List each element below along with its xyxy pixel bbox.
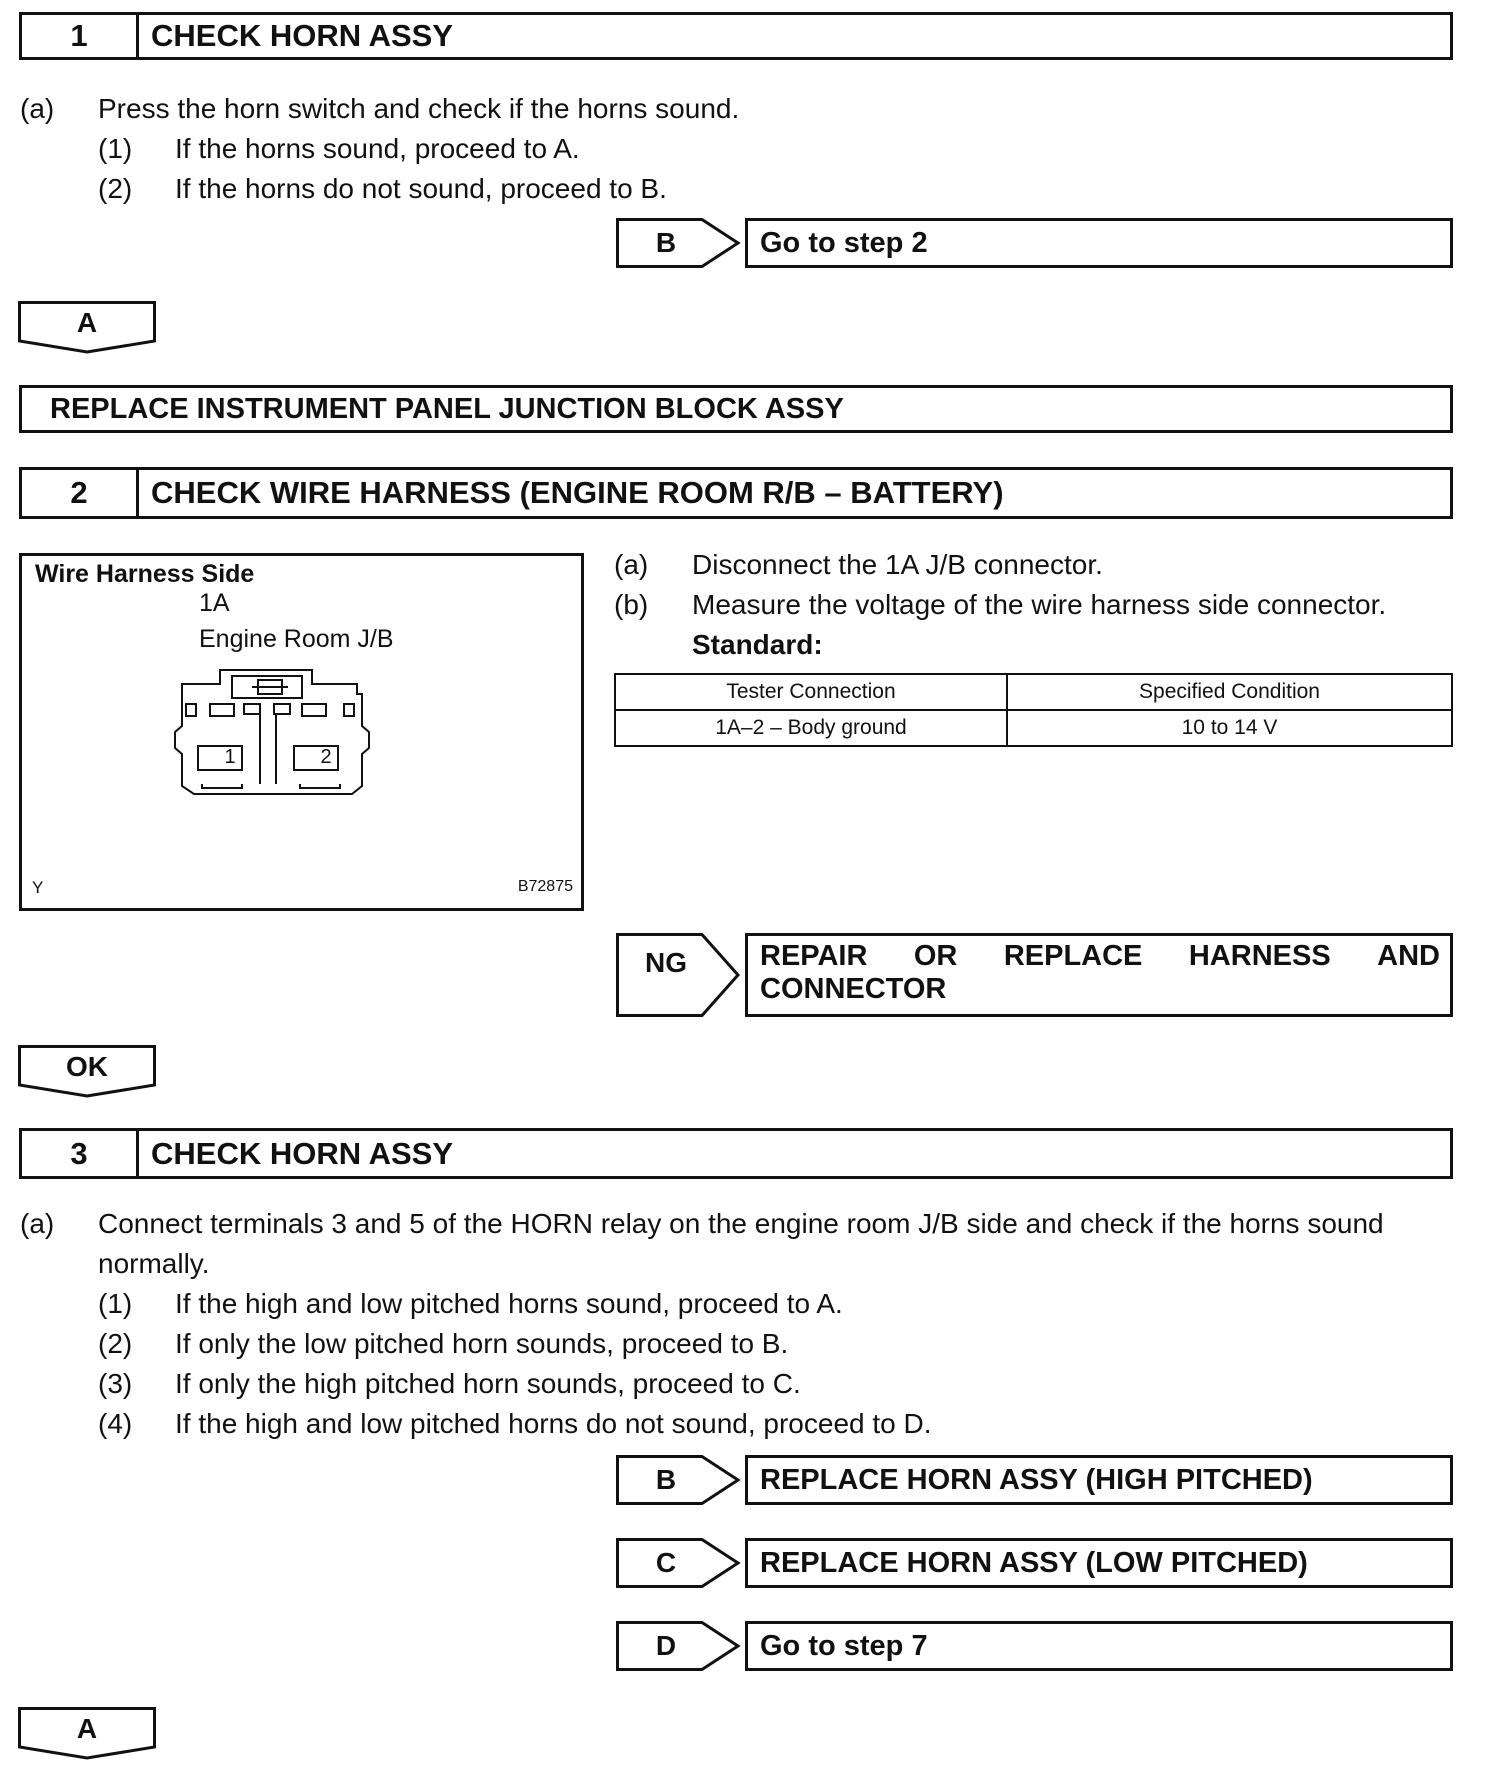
branch-action-box: Go to step 7 bbox=[745, 1621, 1453, 1671]
diagram-title: Wire Harness Side bbox=[35, 560, 255, 588]
branch-label: C bbox=[655, 1547, 677, 1578]
instruction-text: Press the horn switch and check if the horns sound. bbox=[98, 93, 740, 124]
ng-action-line1 bbox=[760, 940, 1450, 973]
step-number: 3 bbox=[22, 1131, 139, 1176]
branch-arrow-b bbox=[616, 218, 742, 268]
spec-table bbox=[614, 673, 1453, 747]
sub-item-label: (3) bbox=[98, 1368, 133, 1399]
branch-label: B bbox=[655, 227, 677, 258]
table-header: Tester Connection bbox=[615, 674, 1007, 710]
step-2-header bbox=[19, 467, 1453, 519]
step-number: 1 bbox=[22, 15, 139, 57]
result-label: A bbox=[76, 307, 98, 338]
branch-action-box: REPLACE HORN ASSY (LOW PITCHED) bbox=[745, 1538, 1453, 1588]
branch-label: B bbox=[655, 1464, 677, 1495]
branch-arrow-b bbox=[616, 1455, 742, 1505]
instruction-text: Disconnect the 1A J/B connector. bbox=[692, 549, 1103, 580]
table-row bbox=[615, 710, 1452, 746]
sub-item-text: If the horns do not sound, proceed to B. bbox=[175, 173, 667, 204]
step-number: 2 bbox=[22, 470, 139, 516]
sub-item-text: If the high and low pitched horns do not sound, proceed to D. bbox=[175, 1408, 932, 1439]
branch-label: NG bbox=[645, 947, 687, 978]
branch-action-box: REPLACE HORN ASSY (HIGH PITCHED) bbox=[745, 1455, 1453, 1505]
item-label: (a) bbox=[614, 549, 649, 580]
item-label: (b) bbox=[614, 589, 649, 620]
sub-item-text: If only the low pitched horn sounds, proceed to B. bbox=[175, 1328, 789, 1359]
instruction-text: normally. bbox=[98, 1248, 210, 1279]
step-title: CHECK HORN ASSY bbox=[151, 18, 453, 53]
result-ok-arrow bbox=[18, 1045, 156, 1099]
pin-2-label: 2 bbox=[320, 746, 332, 768]
result-a-arrow bbox=[18, 1707, 156, 1761]
item-label: (a) bbox=[20, 1208, 55, 1239]
ng-action-box bbox=[745, 933, 1453, 1017]
branch-arrow-d bbox=[616, 1621, 742, 1671]
instruction-text: Connect terminals 3 and 5 of the HORN relay on the engine room J/B side and check if the horns sound bbox=[98, 1208, 1384, 1239]
connector-diagram bbox=[19, 553, 584, 911]
ng-word: AND bbox=[1377, 940, 1440, 972]
sub-item-label: (1) bbox=[98, 133, 133, 164]
result-a-arrow bbox=[18, 301, 156, 355]
result-label: A bbox=[76, 1713, 98, 1744]
connector-drawing bbox=[172, 666, 402, 806]
sub-item-label: (1) bbox=[98, 1288, 133, 1319]
sub-item-text: If the horns sound, proceed to A. bbox=[175, 133, 580, 164]
ng-word: REPLACE bbox=[1003, 940, 1143, 972]
step-title: CHECK WIRE HARNESS (ENGINE ROOM R/B – BATTERY) bbox=[151, 475, 1004, 510]
table-header: Specified Condition bbox=[1007, 674, 1452, 710]
sub-item-text: If only the high pitched horn sounds, proceed to C. bbox=[175, 1368, 801, 1399]
connector-name: Engine Room J/B bbox=[199, 625, 394, 653]
standard-label: Standard: bbox=[692, 629, 823, 660]
result-label: OK bbox=[66, 1051, 108, 1082]
table-header-row bbox=[615, 674, 1452, 710]
pin-1-label: 1 bbox=[224, 746, 236, 768]
step-1-header bbox=[19, 12, 1453, 60]
branch-arrow-c bbox=[616, 1538, 742, 1588]
figure-id: B72875 bbox=[517, 878, 573, 895]
sub-item-label: (2) bbox=[98, 1328, 133, 1359]
sub-item-label: (2) bbox=[98, 173, 133, 204]
step-3-header bbox=[19, 1128, 1453, 1179]
ng-word: HARNESS bbox=[1188, 940, 1331, 972]
ng-word: OR bbox=[913, 940, 958, 972]
ng-word: REPAIR bbox=[760, 940, 868, 972]
diagram-corner-left: Y bbox=[32, 878, 44, 897]
ng-action-line2: CONNECTOR bbox=[760, 973, 947, 1005]
table-cell: 10 to 14 V bbox=[1007, 710, 1452, 746]
branch-action-box: Go to step 2 bbox=[745, 218, 1453, 268]
connector-id: 1A bbox=[199, 589, 230, 617]
sub-item-text: If the high and low pitched horns sound, proceed to A. bbox=[175, 1288, 843, 1319]
replace-jb-box: REPLACE INSTRUMENT PANEL JUNCTION BLOCK ASSY bbox=[19, 385, 1453, 433]
branch-label: D bbox=[655, 1630, 677, 1661]
item-label: (a) bbox=[20, 93, 55, 124]
instruction-text: Measure the voltage of the wire harness side connector. bbox=[692, 589, 1387, 620]
sub-item-label: (4) bbox=[98, 1408, 133, 1439]
branch-arrow-ng bbox=[616, 933, 742, 1017]
step-title: CHECK HORN ASSY bbox=[151, 1135, 453, 1171]
table-cell: 1A–2 – Body ground bbox=[615, 710, 1007, 746]
